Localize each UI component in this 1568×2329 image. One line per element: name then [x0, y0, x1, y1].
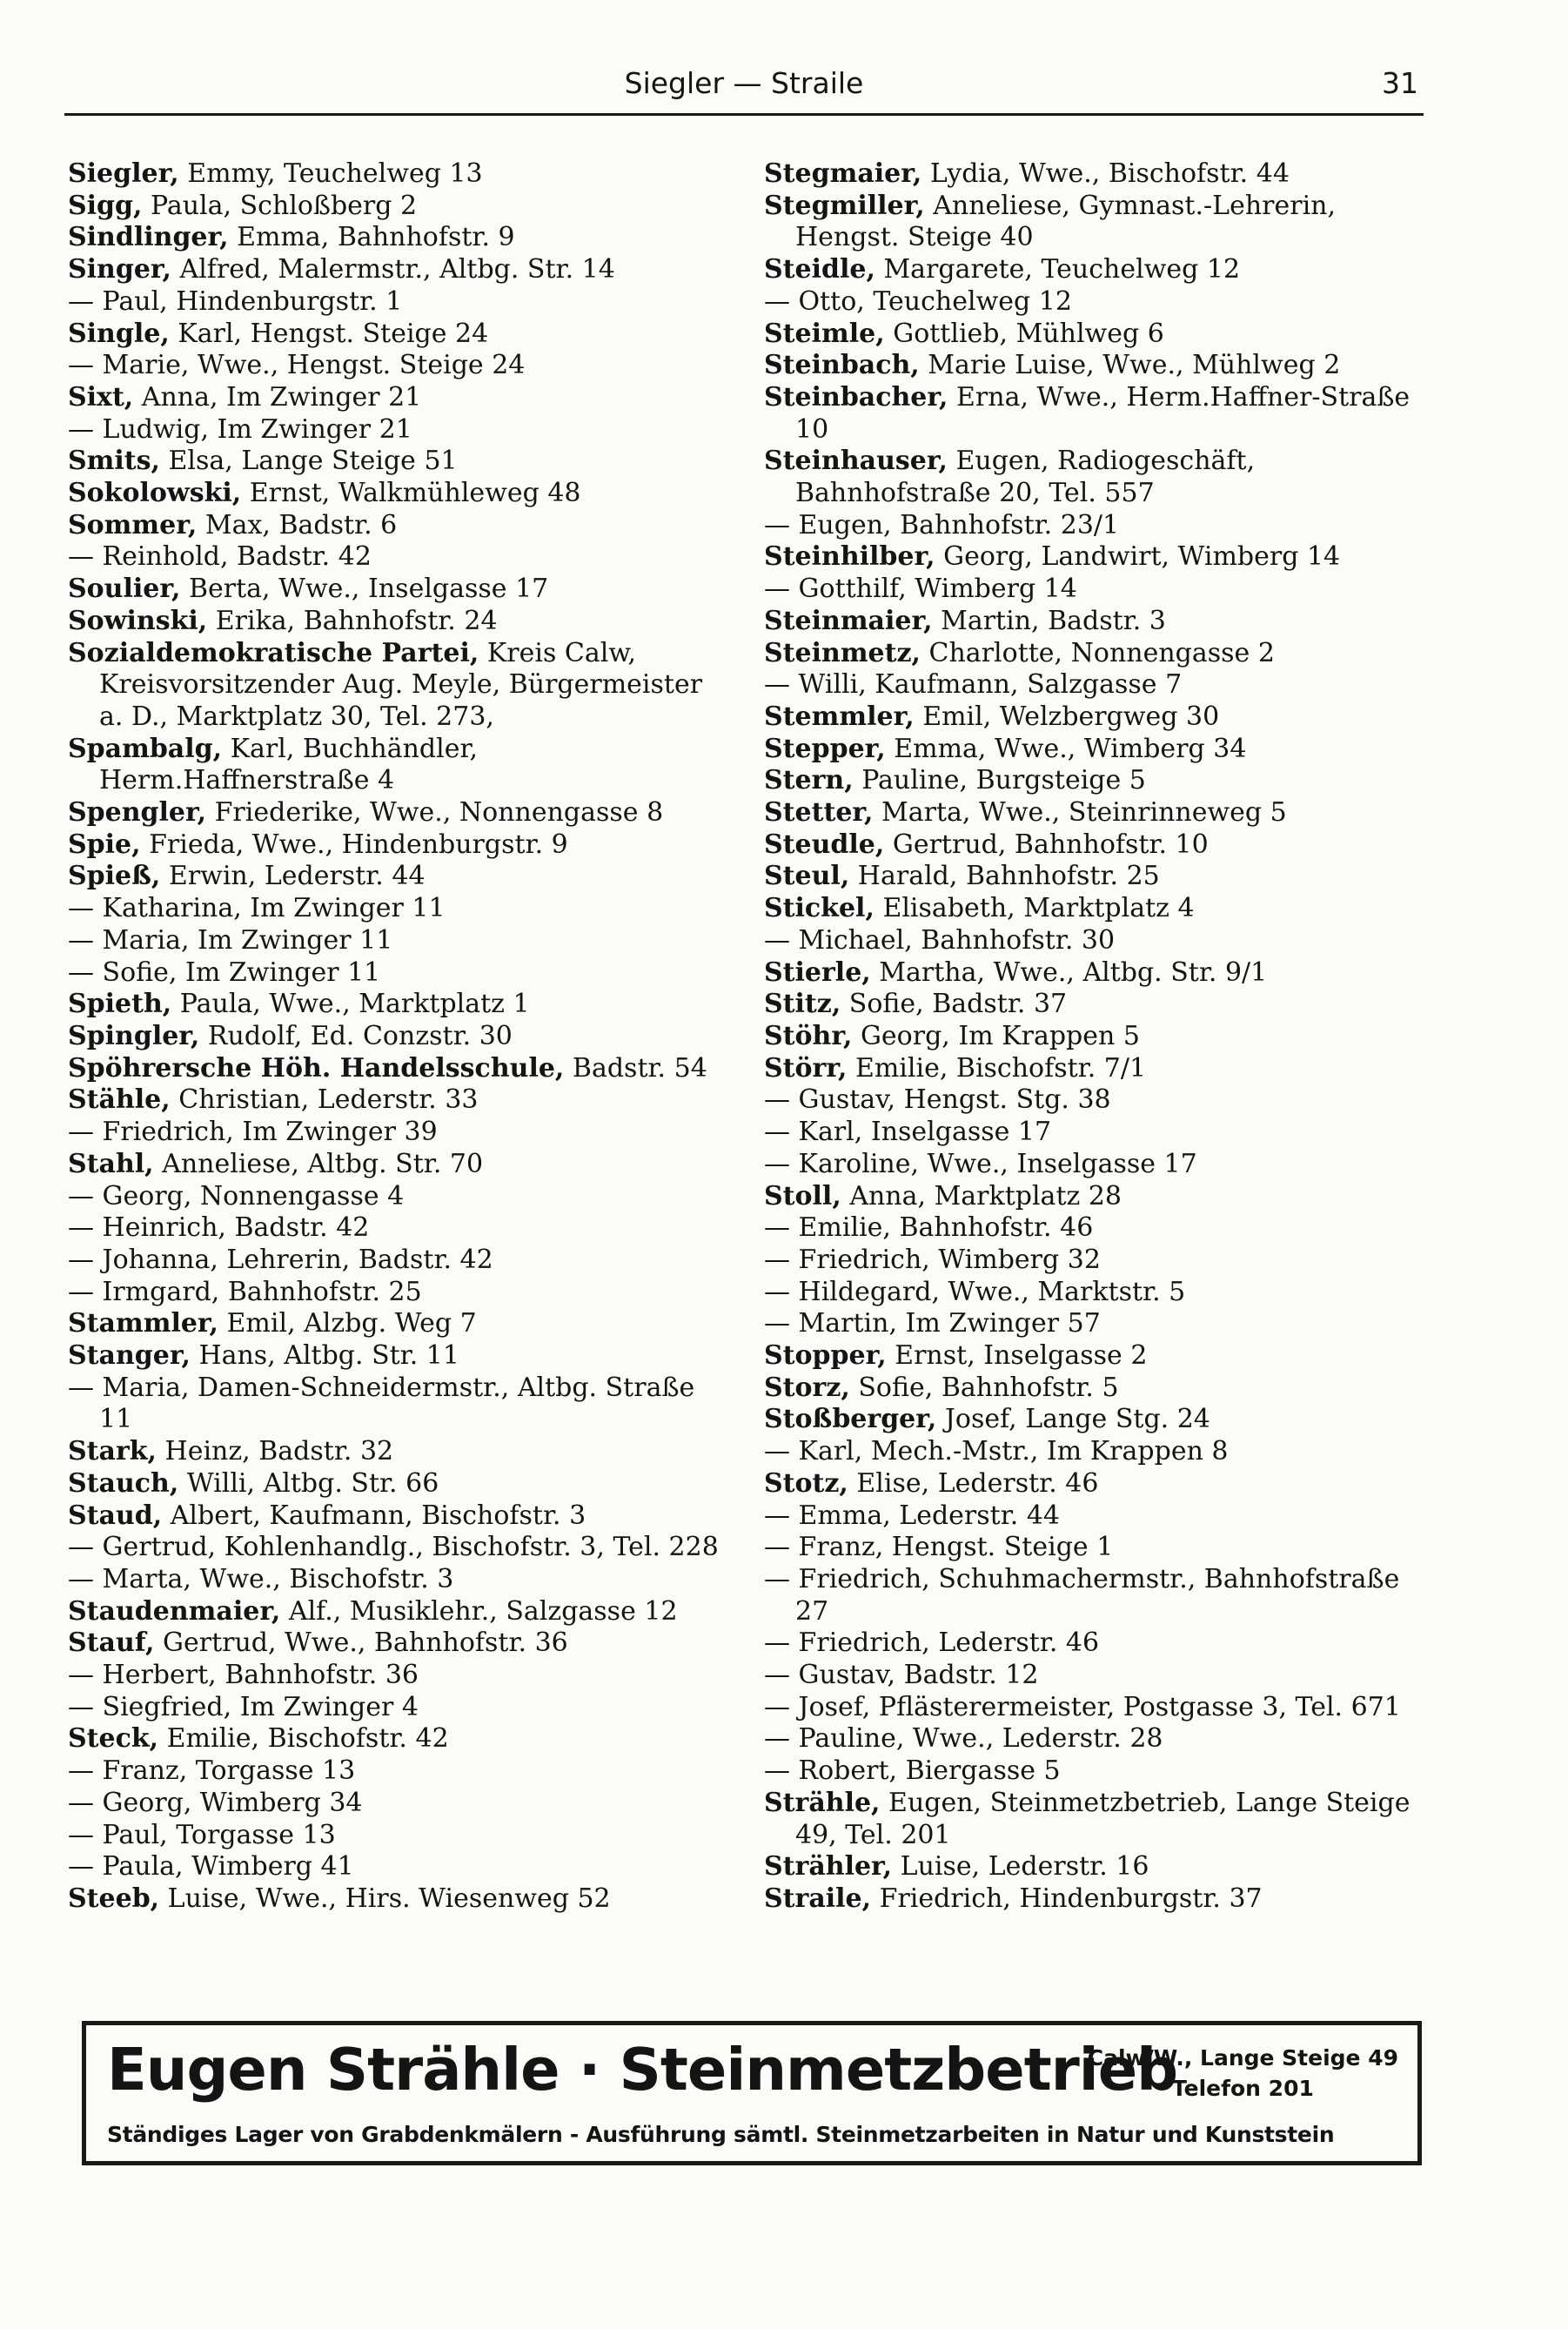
- entry-details: Martha, Wwe., Altbg. Str. 9/1: [870, 956, 1268, 988]
- directory-entry: [68, 158, 729, 191]
- entry-details: — Johanna, Lehrerin, Badstr. 42: [68, 1244, 493, 1275]
- entry-details: Emmy, Teuchelweg 13: [178, 158, 483, 189]
- entry-surname: Sommer,: [68, 509, 198, 540]
- entry-surname: Strähler,: [764, 1851, 893, 1883]
- directory-entry: [764, 734, 1439, 766]
- entry-surname: Stahl,: [68, 1148, 154, 1179]
- directory-entry: [764, 989, 1439, 1021]
- entry-details: Berta, Wwe., Inselgasse 17: [180, 574, 549, 605]
- directory-entry: [764, 191, 1439, 254]
- entry-surname: Stierle,: [764, 956, 871, 988]
- directory-entry: [68, 1596, 729, 1628]
- entry-details: Erwin, Lederstr. 44: [160, 861, 426, 892]
- entry-surname: Spöhrersche Höh. Handelsschule,: [68, 1052, 565, 1084]
- directory-entry: [68, 541, 729, 574]
- entry-surname: Stammler,: [68, 1308, 218, 1339]
- entry-surname: Strähle,: [764, 1787, 881, 1818]
- entry-surname: Stemmler,: [764, 701, 915, 732]
- entry-details: — Herbert, Bahnhofstr. 36: [68, 1660, 419, 1691]
- entry-surname: Stern,: [764, 765, 854, 796]
- directory-entry: [764, 861, 1439, 893]
- directory-entry: [764, 1788, 1439, 1851]
- entry-details: Hans, Altbg. Str. 11: [190, 1340, 459, 1372]
- entry-surname: Stegmaier,: [764, 158, 922, 189]
- entry-details: Sofie, Badstr. 37: [841, 989, 1068, 1020]
- entry-details: — Willi, Kaufmann, Salzgasse 7: [764, 669, 1183, 701]
- directory-entry: [764, 1340, 1439, 1373]
- directory-entry: [68, 446, 729, 478]
- entry-surname: Stauf,: [68, 1628, 155, 1659]
- ad-address-line: Calw/W., Lange Steige 49: [1087, 2045, 1398, 2071]
- directory-entry: [764, 1532, 1439, 1564]
- directory-entry: [764, 797, 1439, 829]
- directory-entry: [764, 1404, 1439, 1436]
- directory-entry: [764, 350, 1439, 382]
- entry-surname: Storz,: [764, 1372, 850, 1403]
- entry-details: Heinz, Badstr. 32: [157, 1436, 394, 1467]
- entry-surname: Sixt,: [68, 381, 134, 413]
- entry-surname: Stepper,: [764, 733, 886, 764]
- entry-details: Emil, Welzbergweg 30: [914, 701, 1220, 732]
- directory-entry: [764, 158, 1439, 191]
- entry-details: Charlotte, Nonnengasse 2: [921, 637, 1275, 668]
- entry-surname: Sozialdemokratische Partei,: [68, 637, 479, 668]
- entry-details: — Sofie, Im Zwinger 11: [68, 956, 381, 988]
- directory-entry: [764, 893, 1439, 925]
- directory-entry: [68, 191, 729, 223]
- directory-entry: [764, 1373, 1439, 1405]
- entry-details: — Friedrich, Lederstr. 46: [764, 1628, 1100, 1659]
- entry-details: Georg, Im Krappen 5: [852, 1020, 1140, 1051]
- entry-surname: Steck,: [68, 1723, 159, 1755]
- entry-surname: Stanger,: [68, 1340, 191, 1372]
- entry-details: Erna, Wwe., Herm.Haffner-Straße 10: [795, 381, 1411, 445]
- directory-entry: [764, 1660, 1439, 1692]
- directory-entry: [764, 1277, 1439, 1309]
- entry-details: — Friedrich, Im Zwinger 39: [68, 1117, 438, 1148]
- entry-surname: Siegler,: [68, 158, 179, 189]
- entry-details: Albert, Kaufmann, Bischofstr. 3: [162, 1500, 586, 1531]
- directory-entry: [764, 1755, 1439, 1788]
- entry-surname: Spingler,: [68, 1020, 200, 1051]
- entry-surname: Spengler,: [68, 797, 207, 829]
- directory-entry: [68, 1117, 729, 1149]
- entry-details: Max, Badstr. 6: [197, 509, 398, 540]
- directory-entry: [68, 638, 729, 734]
- directory-entry: [68, 1084, 729, 1117]
- directory-entry: [764, 829, 1439, 862]
- entry-details: Alfred, Malermstr., Altbg. Str. 14: [171, 254, 615, 285]
- directory-entry: [68, 893, 729, 925]
- entry-details: — Friedrich, Schuhmachermstr., Bahnhofstraße 27: [764, 1563, 1400, 1627]
- entry-surname: Smits,: [68, 446, 160, 477]
- directory-entry: [68, 1660, 729, 1692]
- entry-details: Kreis Calw, Kreisvorsitzender Aug. Meyle, Bürgermeister a. D., Marktplatz 30, Tel. 273,: [99, 637, 703, 732]
- entry-details: Anneliese, Gymnast.-Lehrerin, Hengst. Steige 40: [795, 190, 1337, 253]
- directory-entry: [68, 1628, 729, 1660]
- entry-surname: Spie,: [68, 829, 141, 860]
- directory-entry: [764, 382, 1439, 446]
- entry-details: Anna, Marktplatz 28: [841, 1180, 1122, 1211]
- directory-entry: [68, 414, 729, 446]
- entry-details: — Gustav, Hengst. Stg. 38: [764, 1084, 1111, 1116]
- entry-details: Pauline, Burgsteige 5: [853, 765, 1146, 796]
- entry-details: Emil, Alzbg. Weg 7: [218, 1308, 477, 1339]
- entry-details: Paula, Schloßberg 2: [142, 190, 418, 221]
- directory-entry: [68, 1212, 729, 1245]
- directory-entry: [68, 319, 729, 351]
- entry-details: — Gustav, Badstr. 12: [764, 1660, 1039, 1691]
- directory-entry: [68, 1532, 729, 1564]
- entry-details: Georg, Landwirt, Wimberg 14: [935, 541, 1341, 573]
- directory-entry: [68, 797, 729, 829]
- entry-surname: Stoll,: [764, 1180, 841, 1211]
- entry-surname: Steinbacher,: [764, 381, 948, 413]
- directory-entry: [764, 254, 1439, 286]
- directory-entry: [764, 1117, 1439, 1149]
- entry-details: — Martin, Im Zwinger 57: [764, 1308, 1101, 1339]
- entry-details: Elsa, Lange Steige 51: [160, 446, 458, 477]
- entry-details: Sofie, Bahnhofstr. 5: [849, 1372, 1119, 1403]
- entry-details: Karl, Buchhändler, Herm.Haffnerstraße 4: [99, 733, 479, 796]
- directory-entry: [764, 701, 1439, 734]
- entry-details: — Marie, Wwe., Hengst. Steige 24: [68, 350, 526, 381]
- directory-entry: [764, 1692, 1439, 1724]
- entry-surname: Stegmiller,: [764, 190, 925, 221]
- directory-entry: [764, 638, 1439, 670]
- entry-details: Emilie, Bischofstr. 42: [158, 1723, 449, 1755]
- entry-details: Luise, Wwe., Hirs. Wiesenweg 52: [159, 1883, 611, 1914]
- entry-details: — Eugen, Bahnhofstr. 23/1: [764, 509, 1120, 540]
- entry-details: Frieda, Wwe., Hindenburgstr. 9: [140, 829, 568, 860]
- entry-surname: Stotz,: [764, 1467, 848, 1499]
- directory-entry: [68, 222, 729, 254]
- entry-surname: Stickel,: [764, 893, 874, 924]
- directory-entry: [764, 1628, 1439, 1660]
- entry-details: Elise, Lederstr. 46: [848, 1467, 1099, 1499]
- entry-details: Eugen, Radiogeschäft, Bahnhofstraße 20, Tel. 557: [795, 446, 1256, 509]
- running-header-title: Siegler — Straile: [624, 66, 864, 100]
- entry-details: Emilie, Bischofstr. 7/1: [847, 1052, 1147, 1084]
- entry-details: — Maria, Im Zwinger 11: [68, 924, 393, 956]
- entry-surname: Steinhilber,: [764, 541, 935, 573]
- directory-entry: [764, 925, 1439, 957]
- directory-entry: [68, 1755, 729, 1788]
- entry-surname: Steul,: [764, 861, 850, 892]
- entry-surname: Steudle,: [764, 829, 885, 860]
- directory-entry: [764, 1053, 1439, 1085]
- entry-details: — Emilie, Bahnhofstr. 46: [764, 1212, 1094, 1244]
- entry-details: — Paul, Torgasse 13: [68, 1819, 336, 1850]
- entry-details: Karl, Hengst. Steige 24: [169, 318, 489, 349]
- entry-details: Rudolf, Ed. Conzstr. 30: [199, 1020, 513, 1051]
- entry-details: Marie Luise, Wwe., Mühlweg 2: [919, 350, 1341, 381]
- entry-surname: Stetter,: [764, 797, 874, 829]
- entry-details: — Marta, Wwe., Bischofstr. 3: [68, 1563, 454, 1594]
- directory-entry: [68, 1277, 729, 1309]
- entry-details: Erika, Bahnhofstr. 24: [207, 605, 498, 636]
- directory-entry: [68, 861, 729, 893]
- entry-surname: Spambalg,: [68, 733, 223, 764]
- directory-entry: [68, 382, 729, 414]
- directory-entry: [68, 1564, 729, 1596]
- entry-details: Friederike, Wwe., Nonnengasse 8: [206, 797, 664, 829]
- directory-entry: [764, 574, 1439, 606]
- directory-entry: [68, 286, 729, 319]
- entry-details: — Franz, Hengst. Steige 1: [764, 1532, 1114, 1563]
- entry-surname: Sindlinger,: [68, 222, 229, 253]
- directory-entry: [764, 1436, 1439, 1468]
- entry-surname: Staudenmaier,: [68, 1595, 281, 1627]
- directory-entry: [68, 1308, 729, 1340]
- entry-surname: Staud,: [68, 1500, 163, 1531]
- entry-details: — Karl, Mech.-Mstr., Im Krappen 8: [764, 1436, 1229, 1467]
- entry-details: — Franz, Torgasse 13: [68, 1755, 356, 1787]
- entry-surname: Störr,: [764, 1052, 848, 1084]
- entry-surname: Steinbach,: [764, 350, 920, 381]
- directory-entry: [764, 510, 1439, 542]
- entry-details: Gertrud, Bahnhofstr. 10: [884, 829, 1209, 860]
- directory-entry: [68, 1340, 729, 1373]
- directory-entry: [68, 1692, 729, 1724]
- entry-details: Alf., Musiklehr., Salzgasse 12: [280, 1595, 678, 1627]
- entry-details: Ernst, Inselgasse 2: [886, 1340, 1148, 1372]
- entry-surname: Stähle,: [68, 1084, 171, 1116]
- directory-entry: [764, 1021, 1439, 1053]
- entry-details: Martin, Badstr. 3: [932, 605, 1166, 636]
- entry-surname: Steinmaier,: [764, 605, 933, 636]
- entry-details: — Irmgard, Bahnhofstr. 25: [68, 1276, 422, 1307]
- entry-surname: Sokolowski,: [68, 478, 242, 509]
- entry-surname: Straile,: [764, 1883, 872, 1914]
- directory-entry: [68, 1723, 729, 1755]
- entry-details: Anna, Im Zwinger 21: [133, 381, 422, 413]
- ad-tagline: Ständiges Lager von Grabdenkmälern - Ausführung sämtl. Steinmetzarbeiten in Natur und Kunststein: [107, 2122, 1335, 2147]
- directory-entry: [68, 1500, 729, 1533]
- directory-entry: [764, 541, 1439, 574]
- advertisement-box: [82, 2021, 1422, 2165]
- directory-column-left: [68, 158, 729, 1916]
- directory-entry: [68, 1021, 729, 1053]
- directory-entry: [764, 446, 1439, 509]
- entry-details: — Paul, Hindenburgstr. 1: [68, 285, 403, 317]
- entry-details: Margarete, Teuchelweg 12: [874, 254, 1241, 285]
- directory-entry: [68, 1053, 729, 1085]
- directory-entry: [68, 957, 729, 990]
- entry-surname: Steimle,: [764, 318, 885, 349]
- entry-details: — Josef, Pflästerermeister, Postgasse 3, Tel. 671: [764, 1691, 1401, 1722]
- entry-details: — Robert, Biergasse 5: [764, 1755, 1061, 1787]
- page-header: [64, 61, 1424, 116]
- entry-details: — Gertrud, Kohlenhandlg., Bischofstr. 3, Tel. 228: [68, 1532, 719, 1563]
- entry-details: Friedrich, Hindenburgstr. 37: [871, 1883, 1263, 1914]
- directory-entry: [68, 1245, 729, 1277]
- entry-surname: Spieth,: [68, 989, 172, 1020]
- directory-entry: [68, 829, 729, 862]
- entry-surname: Steidle,: [764, 254, 875, 285]
- entry-details: Ernst, Walkmühleweg 48: [241, 478, 581, 509]
- directory-entry: [68, 510, 729, 542]
- entry-details: Gottlieb, Mühlweg 6: [884, 318, 1164, 349]
- directory-column-right: [764, 158, 1439, 1916]
- entry-details: Christian, Lederstr. 33: [170, 1084, 479, 1116]
- directory-entry: [764, 1468, 1439, 1500]
- directory-entry: [68, 1851, 729, 1883]
- directory-entry: [764, 1181, 1439, 1213]
- directory-entry: [764, 1084, 1439, 1117]
- directory-entry: [68, 574, 729, 606]
- entry-surname: Steinmetz,: [764, 637, 921, 668]
- entry-details: Elisabeth, Marktplatz 4: [874, 893, 1195, 924]
- entry-surname: Steinhauser,: [764, 446, 948, 477]
- entry-details: — Katharina, Im Zwinger 11: [68, 893, 446, 924]
- entry-surname: Stark,: [68, 1436, 157, 1467]
- entry-surname: Stoßberger,: [764, 1404, 937, 1435]
- entry-details: — Siegfried, Im Zwinger 4: [68, 1691, 419, 1722]
- entry-details: Marta, Wwe., Steinrinneweg 5: [873, 797, 1287, 829]
- directory-entry: [68, 606, 729, 638]
- directory-entry: [68, 350, 729, 382]
- entry-details: — Karoline, Wwe., Inselgasse 17: [764, 1148, 1197, 1179]
- ad-headline: Eugen Strähle · Steinmetzbetrieb: [107, 2036, 1178, 2104]
- entry-surname: Stopper,: [764, 1340, 887, 1372]
- directory-entry: [764, 1212, 1439, 1245]
- directory-entry: [764, 957, 1439, 990]
- entry-details: — Hildegard, Wwe., Marktstr. 5: [764, 1276, 1186, 1307]
- entry-details: — Friedrich, Wimberg 32: [764, 1244, 1101, 1275]
- directory-entry: [68, 989, 729, 1021]
- entry-details: Josef, Lange Stg. 24: [936, 1404, 1210, 1435]
- entry-details: — Ludwig, Im Zwinger 21: [68, 413, 412, 445]
- entry-details: Harald, Bahnhofstr. 25: [849, 861, 1160, 892]
- entry-details: Willi, Altbg. Str. 66: [178, 1467, 439, 1499]
- directory-entry: [764, 1500, 1439, 1533]
- directory-entry: [764, 1851, 1439, 1883]
- entry-details: Lydia, Wwe., Bischofstr. 44: [921, 158, 1290, 189]
- entry-details: — Otto, Teuchelweg 12: [764, 285, 1072, 317]
- directory-entry: [68, 1149, 729, 1181]
- directory-entry: [764, 606, 1439, 638]
- entry-surname: Stitz,: [764, 989, 841, 1020]
- entry-surname: Sowinski,: [68, 605, 208, 636]
- entry-details: — Paula, Wimberg 41: [68, 1851, 354, 1883]
- entry-surname: Singer,: [68, 254, 172, 285]
- directory-entry: [764, 1564, 1439, 1628]
- ad-address: [1088, 2043, 1398, 2104]
- directory-entry: [68, 1883, 729, 1916]
- directory-entry: [68, 1788, 729, 1820]
- directory-entry: [68, 734, 729, 797]
- page-number: 31: [1382, 66, 1418, 100]
- directory-entry: [68, 1820, 729, 1852]
- entry-details: Luise, Lederstr. 16: [892, 1851, 1149, 1883]
- entry-details: — Karl, Inselgasse 17: [764, 1117, 1052, 1148]
- entry-details: Emma, Wwe., Wimberg 34: [885, 733, 1247, 764]
- entry-details: — Reinhold, Badstr. 42: [68, 541, 372, 573]
- entry-details: Anneliese, Altbg. Str. 70: [153, 1148, 484, 1179]
- directory-entry: [68, 254, 729, 286]
- entry-details: — Pauline, Wwe., Lederstr. 28: [764, 1723, 1163, 1755]
- entry-surname: Stöhr,: [764, 1020, 853, 1051]
- directory-entry: [68, 1181, 729, 1213]
- entry-details: Gertrud, Wwe., Bahnhofstr. 36: [154, 1628, 568, 1659]
- directory-entry: [764, 1308, 1439, 1340]
- entry-surname: Single,: [68, 318, 170, 349]
- entry-details: — Emma, Lederstr. 44: [764, 1500, 1061, 1531]
- entry-details: Emma, Bahnhofstr. 9: [228, 222, 515, 253]
- entry-details: Eugen, Steinmetzbetrieb, Lange Steige 49, Tel. 201: [795, 1787, 1411, 1850]
- directory-entry: [764, 1883, 1439, 1916]
- directory-entry: [764, 1149, 1439, 1181]
- entry-surname: Spieß,: [68, 861, 161, 892]
- directory-entry: [68, 478, 729, 510]
- entry-surname: Sigg,: [68, 190, 143, 221]
- directory-entry: [68, 1373, 729, 1436]
- entry-details: Badstr. 54: [564, 1052, 707, 1084]
- directory-entry: [764, 765, 1439, 797]
- directory-entry: [68, 1468, 729, 1500]
- directory-entry: [764, 1723, 1439, 1755]
- entry-details: — Maria, Damen-Schneidermstr., Altbg. Straße 11: [68, 1372, 695, 1435]
- entry-details: — Gotthilf, Wimberg 14: [764, 574, 1077, 605]
- directory-entry: [764, 669, 1439, 701]
- entry-details: — Georg, Nonnengasse 4: [68, 1180, 405, 1211]
- entry-surname: Steeb,: [68, 1883, 160, 1914]
- directory-entry: [764, 319, 1439, 351]
- entry-details: Paula, Wwe., Marktplatz 1: [171, 989, 530, 1020]
- entry-details: — Heinrich, Badstr. 42: [68, 1212, 370, 1244]
- directory-entry: [68, 925, 729, 957]
- entry-surname: Stauch,: [68, 1467, 179, 1499]
- entry-details: — Georg, Wimberg 34: [68, 1787, 363, 1818]
- entry-details: — Michael, Bahnhofstr. 30: [764, 924, 1116, 956]
- ad-phone-line: Telefon 201: [1171, 2076, 1314, 2101]
- directory-entry: [68, 1436, 729, 1468]
- directory-entry: [764, 286, 1439, 319]
- directory-entry: [764, 1245, 1439, 1277]
- entry-surname: Soulier,: [68, 574, 181, 605]
